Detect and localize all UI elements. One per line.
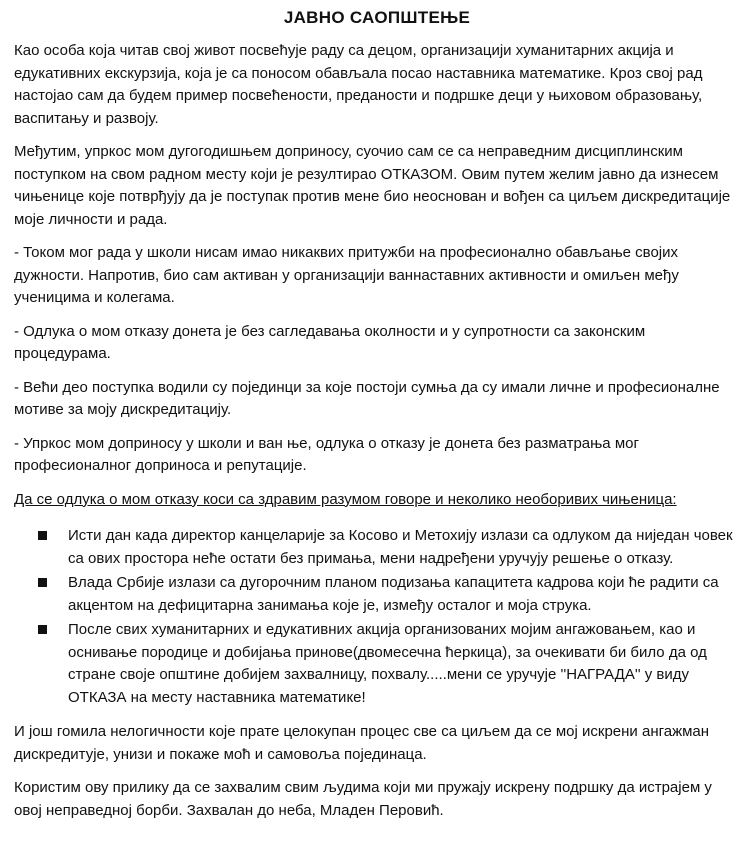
square-bullet-icon — [38, 625, 47, 634]
fact-item — [68, 525, 740, 570]
fact-item — [68, 619, 740, 709]
thanks-paragraph: Користим ову прилику да се захвалим свим људима који ми пружају искрену подршку да истрајем у овој неправедној борби. Захвалан до неба, Младен Перовић. — [14, 779, 712, 819]
dismissal-paragraph: Међутим, упркос мом дугогодишњем доприносу, суочио сам се са неправедним дисциплинским поступком на свом радном месту који је резултирао ОТКАЗОМ. Овим путем желим јавно да изнесем чињенице које потврђују да је поступак против мене био неоснован и вођен са циљем дискредитације моје личности и рада. — [14, 143, 731, 228]
facts-heading: Да се одлука о мом отказу коси са здравим разумом говоре и неколико необоривих чињеница: — [14, 490, 677, 508]
fact-text: После свих хуманитарних и едукативних акција организованих мојим ангажовањем, као и оснивање породице и добијања принове(двомесечна ћеркица), за очекивати би било да од стране своје општине добијем захвалницу, похвалу.....мени се уручује ''НАГРАДА'' у виду ОТКАЗА на месту наставника математике! — [68, 621, 707, 706]
fact-text: Исти дан када директор канцеларије за Косово и Метохију излази са одлуком да ниједан човек са ових простора неће остати без примања, мени надређени уручују решење о отказу. — [68, 527, 733, 567]
square-bullet-icon — [38, 578, 47, 587]
square-bullet-icon — [38, 531, 47, 540]
intro-paragraph: Као особа која читав свој живот посвећује раду са децом, организацији хуманитарних акција и едукативних екскурзија, која је са поносом обављала посао наставника математике. Кроз свој рад настојао сам да будем пример посвећености, преданости и подршке деци у њиховом образовању, васпитању и развоју. — [14, 42, 703, 127]
point-no-complaints: - Током мог рада у школи нисам имао никаквих притужби на професионално обављање својих дужности. Напротив, био сам активан у организацији ваннаставних активности и омиљен међу ученицима и колегама. — [14, 244, 679, 306]
point-contribution: - Упркос мом доприносу у школи и ван ње, одлука о отказу је донета без разматрања мог професионалног доприноса и репутације. — [14, 434, 639, 474]
fact-item — [68, 572, 740, 617]
point-motives: - Већи део поступка водили су појединци за које постоји сумња да су имали личне и професионалне мотиве за моју дискредитацију. — [14, 378, 720, 418]
closing-paragraph: И још гомила нелогичности које прате целокупан процес све са циљем да се мој искрени ангажман дискредитује, унизи и покаже моћ и самовоља појединаца. — [14, 723, 710, 763]
facts-list — [14, 525, 740, 709]
document-title: ЈАВНО САОПШТЕЊЕ — [283, 8, 471, 27]
fact-text: Влада Србије излази са дугорочним планом подизања капацитета кадрова који ће радити са акцентом на дефицитарна занимања које је, између осталог и моја струка. — [68, 574, 719, 614]
point-procedure: - Одлука о мом отказу донета је без сагледавања околности и у супротности са законским процедурама. — [14, 322, 646, 362]
